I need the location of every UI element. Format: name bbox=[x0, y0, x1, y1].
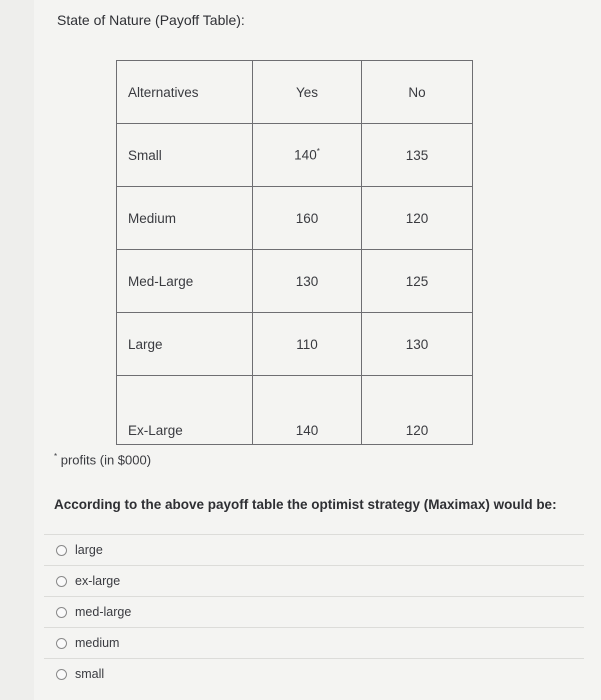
option-label: ex-large bbox=[75, 574, 121, 588]
option-label: large bbox=[75, 543, 103, 557]
option-small[interactable] bbox=[44, 658, 584, 689]
header-alternatives: Alternatives bbox=[117, 61, 253, 124]
footnote-asterisk: * bbox=[54, 452, 58, 461]
no-cell: 125 bbox=[362, 250, 473, 313]
option-label: medium bbox=[75, 636, 120, 650]
radio-circle-icon[interactable] bbox=[56, 545, 67, 556]
table-row bbox=[117, 376, 473, 445]
no-cell: 135 bbox=[362, 124, 473, 187]
footnote bbox=[54, 452, 151, 467]
option-med-large[interactable] bbox=[44, 596, 584, 627]
header-yes: Yes bbox=[253, 61, 362, 124]
yes-value: 140 bbox=[294, 147, 317, 163]
option-ex-large[interactable] bbox=[44, 565, 584, 596]
alternative-cell: Medium bbox=[117, 187, 253, 250]
no-cell: 120 bbox=[362, 187, 473, 250]
option-large[interactable] bbox=[44, 534, 584, 565]
yes-cell: 110 bbox=[253, 313, 362, 376]
radio-circle-icon[interactable] bbox=[56, 669, 67, 680]
alternative-cell: Small bbox=[117, 124, 253, 187]
no-cell: 130 bbox=[362, 313, 473, 376]
header-no: No bbox=[362, 61, 473, 124]
section-title: State of Nature (Payoff Table): bbox=[57, 12, 245, 28]
option-label: small bbox=[75, 667, 105, 681]
payoff-table bbox=[116, 60, 473, 445]
alternative-cell: Med-Large bbox=[117, 250, 253, 313]
option-medium[interactable] bbox=[44, 627, 584, 658]
footnote-marker: * bbox=[316, 147, 320, 157]
radio-circle-icon[interactable] bbox=[56, 576, 67, 587]
answer-options bbox=[44, 534, 584, 689]
yes-cell bbox=[253, 124, 362, 187]
yes-cell: 140 bbox=[253, 376, 362, 445]
alternative-cell: Large bbox=[117, 313, 253, 376]
radio-circle-icon[interactable] bbox=[56, 638, 67, 649]
option-label: med-large bbox=[75, 605, 132, 619]
table-row bbox=[117, 250, 473, 313]
table-row bbox=[117, 313, 473, 376]
table-header-row bbox=[117, 61, 473, 124]
alternative-cell: Ex-Large bbox=[117, 376, 253, 445]
footnote-text: profits (in $000) bbox=[57, 452, 152, 468]
radio-circle-icon[interactable] bbox=[56, 607, 67, 618]
table-row bbox=[117, 124, 473, 187]
table-row bbox=[117, 187, 473, 250]
no-cell: 120 bbox=[362, 376, 473, 445]
yes-cell: 130 bbox=[253, 250, 362, 313]
question-text: According to the above payoff table the optimist strategy (Maximax) would be: bbox=[54, 497, 557, 512]
yes-cell: 160 bbox=[253, 187, 362, 250]
